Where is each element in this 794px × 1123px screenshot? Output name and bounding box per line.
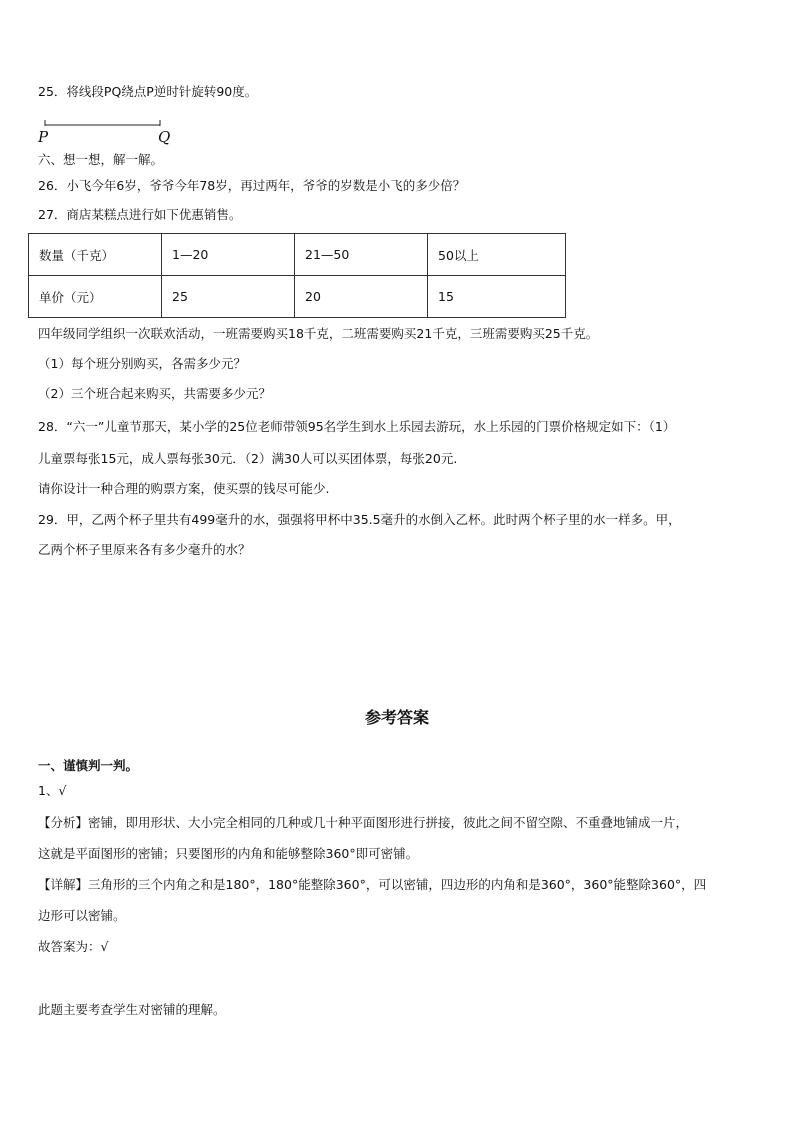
question-27-part-1: （1）每个班分别购买，各需多少元？ <box>38 356 246 371</box>
section-6-heading: 六、想一想，解一解。 <box>38 152 164 167</box>
question-25: 25．将线段PQ绕点P逆时针旋转90度。 <box>38 84 258 99</box>
answer-title: 参考答案 <box>364 708 429 727</box>
analysis-line-1: 【分析】密铺，即用形状、大小完全相同的几种或几十种平面图形进行拼接，彼此之间不留空隙、不重叠地铺成一片， <box>38 815 689 830</box>
question-29-line-1: 29．甲，乙两个杯子里共有499毫升的水，强强将甲杯中35.5毫升的水倒入乙杯。此时两个杯子里的水一样多。甲， <box>38 512 681 527</box>
detail-line-1: 【详解】三角形的三个内角之和是180°，180°能整除360°，可以密铺，四边形的内角和是360°，360°能整除360°，四 <box>38 877 707 892</box>
question-28-line-1: 28．“六一”儿童节那天，某小学的25位老师带领95名学生到水上乐园去游玩，水上乐园的门票价格规定如下：（1） <box>38 419 676 434</box>
answer-statement: 故答案为：√ <box>38 939 109 954</box>
table-cell: 单价（元） <box>29 276 162 318</box>
question-28-line-3: 请你设计一种合理的购票方案，使买票的钱尽可能少. <box>38 481 330 496</box>
question-29-line-2: 乙两个杯子里原来各有多少毫升的水？ <box>38 542 251 557</box>
table-row <box>29 234 566 276</box>
detail-line-2: 边形可以密铺。 <box>38 908 126 923</box>
question-27-text: 四年级同学组织一次联欢活动，一班需要购买18千克，二班需要购买21千克，三班需要购买25千克。 <box>38 326 599 341</box>
table-cell: 21—50 <box>295 234 428 276</box>
summary-text: 此题主要考查学生对密铺的理解。 <box>38 1002 226 1017</box>
point-p-label: P <box>38 128 49 146</box>
section-1-heading: 一、谨慎判一判。 <box>38 758 139 773</box>
table-cell: 20 <box>295 276 428 318</box>
table-cell: 1—20 <box>162 234 295 276</box>
table-cell: 25 <box>162 276 295 318</box>
point-q-label: Q <box>158 128 171 146</box>
analysis-line-2: 这就是平面图形的密铺；只要图形的内角和能够整除360°即可密铺。 <box>38 846 419 861</box>
table-cell: 50以上 <box>428 234 566 276</box>
price-table <box>28 233 566 318</box>
question-28-line-2: 儿童票每张15元，成人票每张30元．（2）满30人可以买团体票，每张20元. <box>38 451 458 466</box>
question-26: 26．小飞今年6岁，爷爷今年78岁，再过两年，爷爷的岁数是小飞的多少倍？ <box>38 178 466 193</box>
question-27-part-2: （2）三个班合起来购买，共需要多少元？ <box>38 386 271 401</box>
answer-1: 1、√ <box>38 783 67 798</box>
table-cell: 数量（千克） <box>29 234 162 276</box>
table-row <box>29 276 566 318</box>
segment-pq <box>40 118 170 132</box>
question-27: 27．商店某糕点进行如下优惠销售。 <box>38 207 242 222</box>
table-cell: 15 <box>428 276 566 318</box>
